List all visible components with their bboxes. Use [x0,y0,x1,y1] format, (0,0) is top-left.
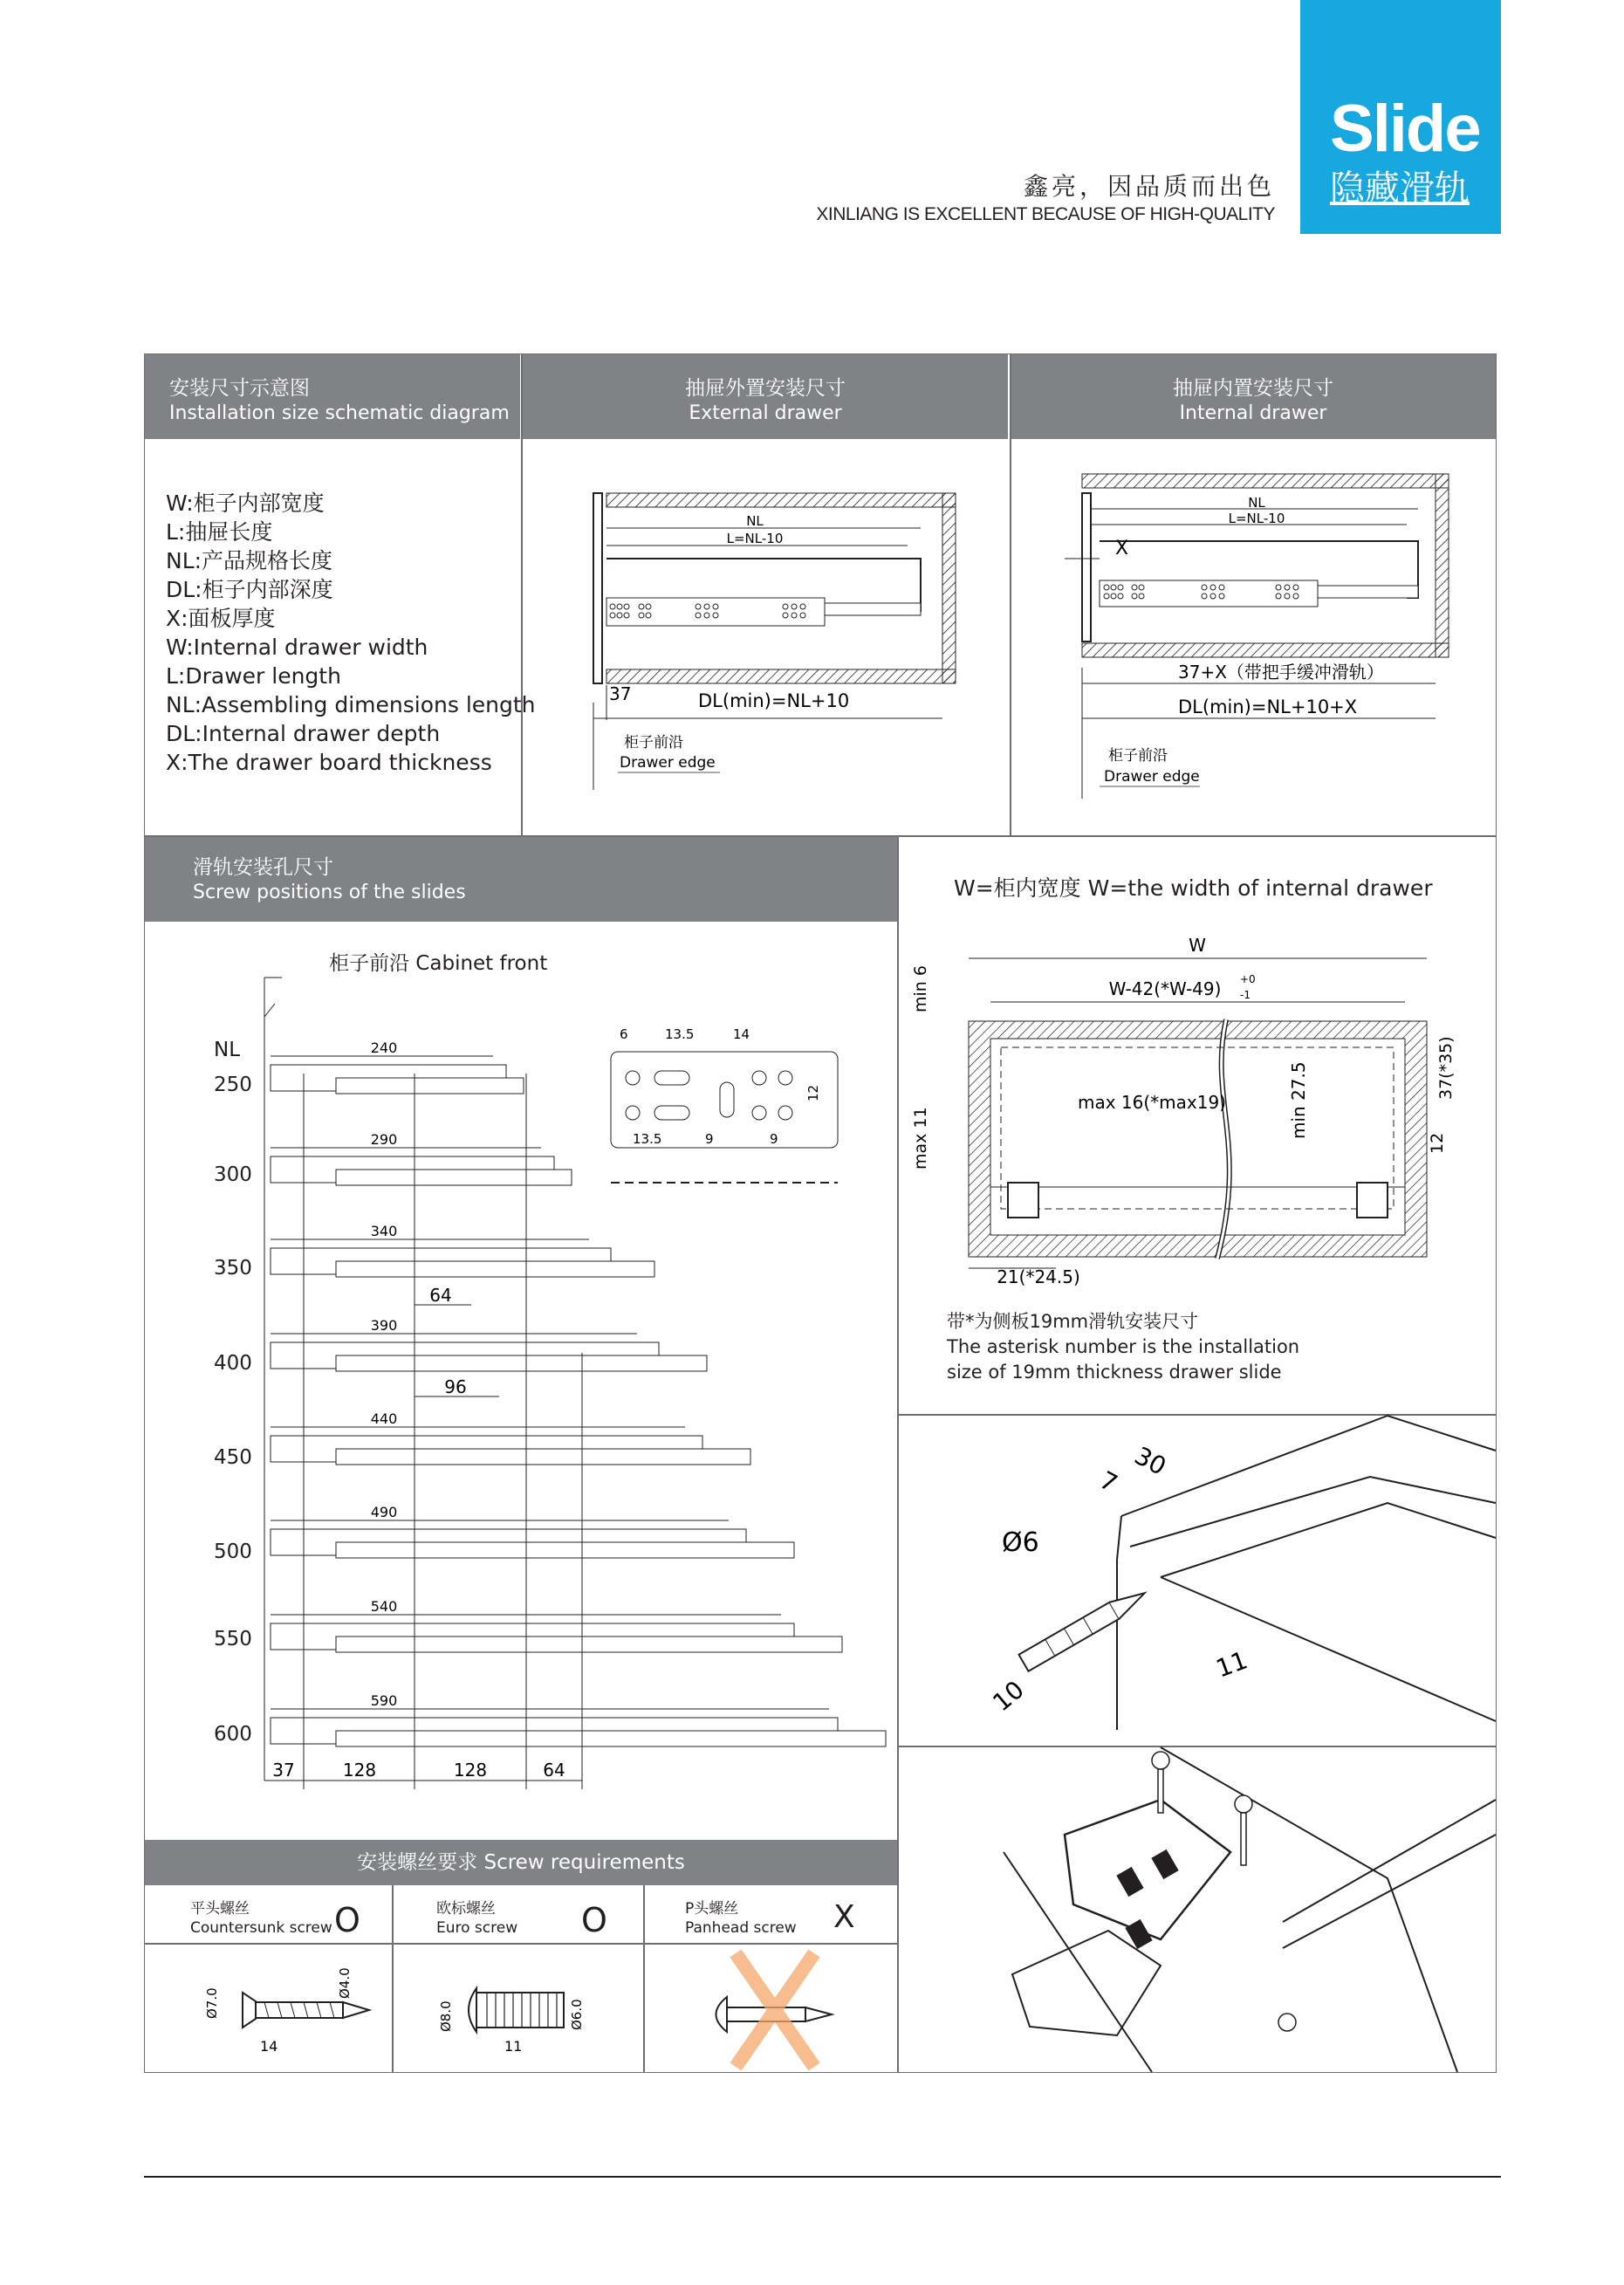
header-schematic [145,354,520,439]
length-490: 490 [370,1504,398,1520]
dim-64-bottom: 64 [543,1760,565,1781]
size-450: 450 [214,1446,252,1469]
header-internal [1011,354,1496,439]
asterisk-note [947,1309,1299,1385]
bracket-13-5b: 13.5 [633,1131,662,1147]
countersunk-len: 14 [260,2038,278,2055]
legend-item: W:柜子内部宽度 [166,491,325,516]
header-screwpos-cn: 滑轨安装孔尺寸 [193,856,333,879]
bracket-hole-diagram [602,1017,846,1191]
countersunk-d4: Ø4.0 [337,1967,353,1999]
legend-item: DL:Internal drawer depth [166,721,441,746]
dim-37: 37 [272,1760,295,1781]
size-500: 500 [214,1540,252,1563]
header-screwreq-text: 安装螺丝要求 Screw requirements [357,1851,685,1874]
int-nl-label: NL [1248,495,1265,511]
screw-euro-label [436,1899,517,1938]
header-external-en: External drawer [689,402,842,424]
ext-d37: 37 [609,683,632,704]
header-schematic-en: Installation size schematic diagram [169,402,510,424]
asterisk-note-en1: The asterisk number is the installation [947,1336,1300,1357]
header-screw-requirements [145,1840,897,1885]
legend-item: X:面板厚度 [166,606,276,631]
screw-euro-mark: O [581,1901,607,1939]
bracket-14: 14 [733,1026,750,1042]
ext-dl: DL(min)=NL+10 [698,690,850,711]
size-250: 250 [214,1074,252,1096]
size-600: 600 [214,1723,252,1746]
size-550: 550 [214,1628,252,1650]
divider [1010,354,1011,837]
screw-euro-en: Euro screw [436,1919,518,1937]
header-schematic-cn: 安装尺寸示意图 [169,377,310,400]
section-w: W [1189,935,1206,956]
brand-subtitle: 隐藏滑轨 [1330,168,1470,209]
screw-panhead-label [685,1899,797,1938]
screw-panhead-en: Panhead screw [685,1919,797,1937]
bracket-9b: 9 [770,1131,778,1147]
section-37: 37(*35) [1436,1036,1456,1100]
legend-item: X:The drawer board thickness [166,750,492,775]
int-dl: DL(min)=NL+10+X [1178,696,1358,717]
screw-drawings [147,1945,897,2072]
header-external-cn: 抽屉外置安装尺寸 [685,377,846,400]
screw-euro-cn: 欧标螺丝 [436,1900,496,1918]
int-edge-en: Drawer edge [1104,768,1200,786]
header-screw-positions [145,837,897,922]
width-note: W=柜内宽度 W=the width of internal drawer [954,875,1433,901]
screw-countersunk-cn: 平头螺丝 [190,1900,250,1918]
screw-countersunk-label [190,1899,332,1938]
cabinet-front-label: 柜子前沿 Cabinet front [329,952,548,975]
bracket-13-5: 13.5 [665,1026,695,1042]
size-350: 350 [214,1257,252,1280]
section-12: 12 [1428,1132,1447,1154]
bracket-6: 6 [620,1026,628,1042]
screw-panhead-cn: P头螺丝 [685,1900,739,1918]
section-sub: -1 [1240,989,1251,1001]
dim-128b: 128 [453,1760,488,1781]
size-400: 400 [214,1352,252,1375]
legend-item: L:抽屉长度 [166,519,273,545]
countersunk-d7: Ø7.0 [204,1987,220,2019]
ext-nl-label: NL [746,513,764,529]
legend-item: L:Drawer length [166,663,341,689]
drill-d6: Ø6 [1002,1527,1039,1558]
legend-item: NL:Assembling dimensions length [166,692,536,717]
section-w42: W-42(*W-49) [1108,978,1222,999]
length-440: 440 [370,1410,398,1427]
header-internal-en: Internal drawer [1179,402,1327,424]
dim-64-top: 64 [429,1285,452,1306]
section-21: 21(*24.5) [997,1266,1080,1287]
length-390: 390 [370,1317,398,1334]
dim-128a: 128 [342,1760,377,1781]
header-external [523,354,1008,439]
length-290: 290 [370,1131,398,1148]
drill-7: 7 [1094,1465,1122,1499]
internal-drawer-diagram [1012,441,1497,834]
nl-label: NL [214,1039,241,1061]
screw-panhead-mark: X [833,1899,855,1935]
euro-d6: Ø6.0 [569,1999,585,2030]
screw-countersunk-en: Countersunk screw [190,1919,332,1937]
legend-item: W:Internal drawer width [166,635,428,660]
legend-list [166,489,536,777]
footer-rule [144,2176,1501,2178]
drill-30: 30 [1129,1441,1171,1481]
int-l-label: L=NL-10 [1228,511,1285,526]
int-edge-cn: 柜子前沿 [1108,747,1168,765]
screw-countersunk-mark: O [334,1901,360,1939]
legend-item: DL:柜子内部深度 [166,577,333,602]
size-300: 300 [214,1163,252,1186]
brand-badge [1300,0,1501,234]
euro-d8: Ø8.0 [438,2000,454,2032]
int-x-label: X [1115,538,1129,559]
clip-mounting-illustration [899,1747,1496,2072]
drill-detail-diagram [899,1416,1496,1744]
length-340: 340 [370,1223,398,1239]
header-internal-cn: 抽屉内置安装尺寸 [1173,377,1333,400]
length-240: 240 [370,1040,398,1056]
tagline-en: XINLIANG IS EXCELLENT BECAUSE OF HIGH-QUALITY [816,204,1275,224]
ext-edge-en: Drawer edge [620,754,716,772]
external-drawer-diagram [524,441,1008,834]
legend-item: NL:产品规格长度 [166,548,333,573]
length-590: 590 [370,1692,398,1709]
length-540: 540 [370,1598,398,1615]
int-d37: 37+X（带把手缓冲滑轨） [1178,662,1384,683]
ext-l-label: L=NL-10 [726,531,784,546]
section-min6: min 6 [911,965,930,1012]
ext-edge-cn: 柜子前沿 [624,734,683,751]
drill-10: 10 [987,1675,1030,1718]
asterisk-note-cn: 带*为侧板19mm滑轨安装尺寸 [947,1311,1199,1332]
drill-11: 11 [1212,1645,1251,1684]
section-max16: max 16(*max19) [1078,1092,1227,1113]
euro-len: 11 [504,2038,523,2055]
header-screwpos-en: Screw positions of the slides [193,882,466,903]
brand-title: Slide [1330,92,1480,166]
section-max11: max 11 [911,1107,930,1170]
asterisk-note-en2: size of 19mm thickness drawer slide [947,1362,1282,1383]
bracket-12: 12 [805,1084,821,1101]
tagline-cn: 鑫亮，因品质而出色 [1023,172,1275,201]
section-sup: +0 [1240,973,1256,985]
dim-96: 96 [444,1376,467,1397]
bracket-9a: 9 [705,1131,714,1147]
drawer-section-diagram [903,925,1492,1287]
section-min275: min 27.5 [1288,1061,1309,1139]
